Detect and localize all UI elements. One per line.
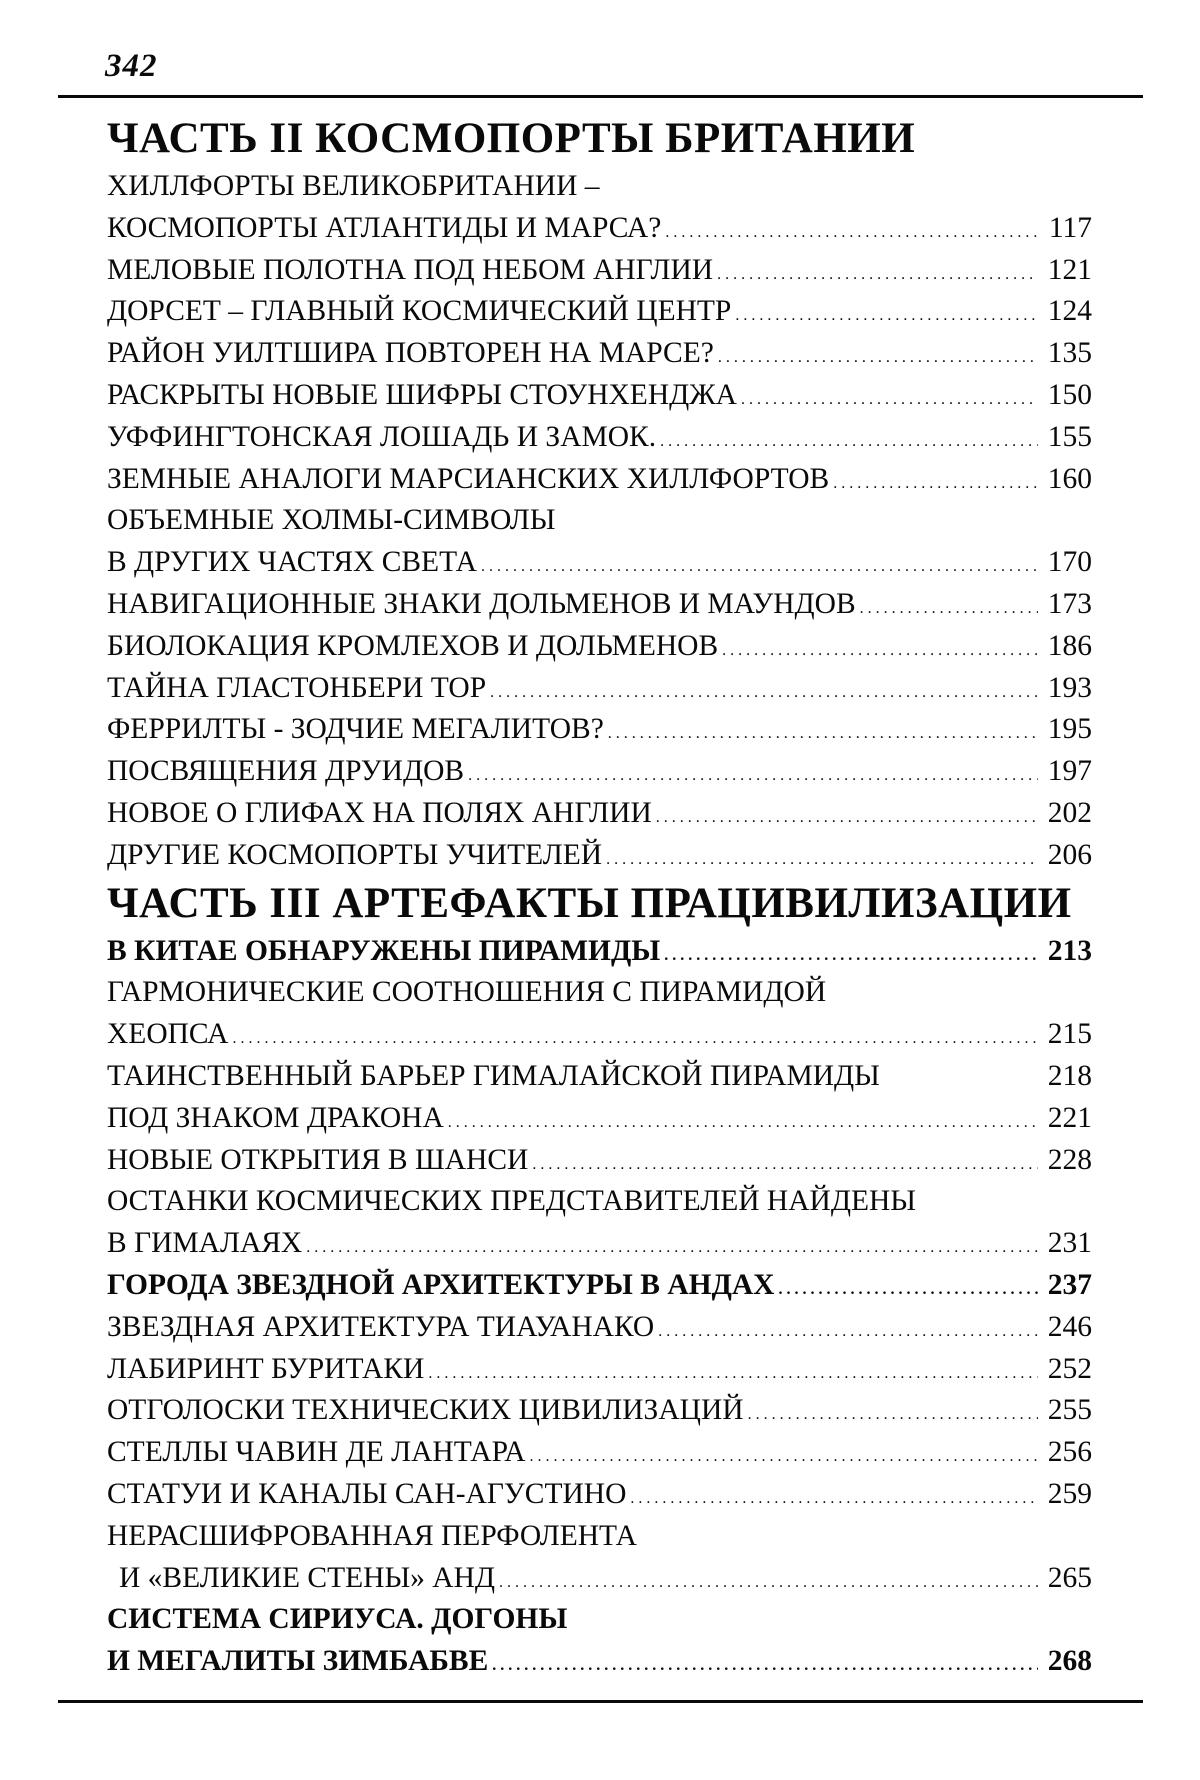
toc-entry-page: 259: [1047, 1477, 1092, 1510]
toc-entry-page: 218: [1047, 1059, 1092, 1092]
toc-entry: [107, 1307, 1092, 1349]
toc-entry: [107, 1599, 1092, 1641]
toc-entry: [107, 1432, 1092, 1474]
toc-entry-title: ХЕОПСА: [107, 1018, 229, 1051]
toc-entry: [107, 166, 1092, 208]
toc-entry-title: ПОД ЗНАКОМ ДРАКОНА: [107, 1101, 444, 1134]
table-of-contents: [107, 112, 1092, 1683]
dot-leader: [860, 588, 1038, 630]
dot-leader: [481, 546, 1038, 588]
toc-entry-page: 193: [1047, 671, 1092, 704]
toc-entry-title: СИСТЕМА СИРИУСА. ДОГОНЫ: [107, 1603, 568, 1636]
toc-entry-page: 221: [1047, 1101, 1092, 1134]
dot-leader: [660, 421, 1038, 463]
toc-entry-title: КОСМОПОРТЫ АТЛАНТИДЫ И МАРСА?: [107, 211, 662, 244]
toc-entry-title: И МЕГАЛИТЫ ЗИМБАБВЕ: [107, 1645, 489, 1678]
toc-entry-page: 155: [1047, 420, 1092, 453]
toc-entry: [107, 291, 1092, 333]
toc-entry: [107, 931, 1092, 973]
toc-entry: [107, 250, 1092, 292]
toc-entry-page: 228: [1047, 1143, 1092, 1176]
toc-entry-page: 265: [1047, 1561, 1092, 1594]
toc-entry: [107, 1349, 1092, 1391]
dot-leader: [656, 797, 1038, 839]
toc-entry-title: НОВЫЕ ОТКРЫТИЯ В ШАНСИ: [107, 1143, 529, 1176]
toc-entry: [107, 542, 1092, 584]
toc-entry-page: 160: [1047, 462, 1092, 495]
toc-entry-page: 186: [1047, 629, 1092, 662]
toc-entry-title: УФФИНГТОНСКАЯ ЛОШАДЬ И ЗАМОК.: [107, 420, 657, 453]
toc-entry-title: В ДРУГИХ ЧАСТЯХ СВЕТА: [107, 546, 477, 579]
toc-entry: [107, 1474, 1092, 1516]
toc-entry-page: 117: [1048, 211, 1092, 244]
toc-entry-page: 121: [1047, 253, 1092, 286]
toc-entry-title: ТАИНСТВЕННЫЙ БАРЬЕР ГИМАЛАЙСКОЙ ПИРАМИДЫ: [107, 1059, 880, 1092]
dot-leader: [833, 463, 1038, 505]
dot-leader: [658, 1311, 1038, 1353]
toc-entry-title: РАЙОН УИЛТШИРА ПОВТОРЕН НА МАРСЕ?: [107, 337, 714, 370]
dot-leader: [722, 630, 1038, 672]
toc-entry-title: И «ВЕЛИКИЕ СТЕНЫ» АНД: [119, 1561, 496, 1594]
dot-leader: [532, 1144, 1038, 1186]
toc-entry: [107, 1641, 1092, 1683]
toc-entry: [107, 972, 1092, 1014]
toc-entry-title: НЕРАСШИФРОВАННАЯ ПЕРФОЛЕНТА: [107, 1519, 637, 1552]
toc-entry-title: ГОРОДА ЗВЕЗДНОЙ АРХИТЕКТУРЫ В АНДАХ: [107, 1268, 775, 1301]
toc-entry-title: В КИТАЕ ОБНАРУЖЕНЫ ПИРАМИДЫ: [107, 934, 661, 967]
toc-entry-title: ДРУГИЕ КОСМОПОРТЫ УЧИТЕЛЕЙ: [107, 838, 603, 871]
toc-entry: [107, 1014, 1092, 1056]
toc-entry-title: ГАРМОНИЧЕСКИЕ СООТНОШЕНИЯ С ПИРАМИДОЙ: [107, 976, 827, 1009]
toc-entry: [107, 375, 1092, 417]
toc-entry-page: 252: [1047, 1352, 1092, 1385]
dot-leader: [748, 1394, 1038, 1436]
toc-entry-page: 268: [1047, 1645, 1092, 1678]
toc-entry: [107, 417, 1092, 459]
toc-entry-title: ЗЕМНЫЕ АНАЛОГИ МАРСИАНСКИХ ХИЛЛФОРТОВ: [107, 462, 830, 495]
dot-leader: [718, 337, 1038, 379]
toc-entry: [107, 333, 1092, 375]
toc-entry-title: ПОСВЯЩЕНИЯ ДРУИДОВ: [107, 755, 465, 788]
dot-leader: [468, 755, 1038, 797]
toc-entry-title: ТАЙНА ГЛАСТОНБЕРИ ТОР: [107, 671, 487, 704]
dot-leader: [490, 672, 1038, 714]
toc-entry: [107, 1181, 1092, 1223]
toc-entry: [107, 835, 1092, 877]
dot-leader: [664, 935, 1038, 977]
toc-entry-page: 195: [1047, 713, 1092, 746]
part-heading: ЧАСТЬ III АРТЕФАКТЫ ПРАЦИВИЛИЗАЦИИ: [107, 879, 1072, 927]
toc-entry: [107, 500, 1092, 542]
toc-entry: [107, 793, 1092, 835]
dot-leader: [630, 1478, 1038, 1520]
toc-entry-page: 202: [1047, 796, 1092, 829]
toc-entry: [107, 1056, 1092, 1098]
toc-entry: [107, 751, 1092, 793]
dot-leader: [735, 295, 1038, 337]
toc-entry: [107, 626, 1092, 668]
dot-leader: [499, 1562, 1038, 1604]
toc-entry-title: ДОРСЕТ – ГЛАВНЫЙ КОСМИЧЕСКИЙ ЦЕНТР: [107, 295, 732, 328]
bottom-rule: [58, 1700, 1143, 1703]
dot-leader: [530, 1436, 1038, 1478]
toc-entry: [107, 1140, 1092, 1182]
toc-entry: [107, 584, 1092, 626]
toc-entry: [107, 1558, 1092, 1600]
toc-entry-page: 124: [1047, 295, 1092, 328]
toc-entry-title: ОБЪЕМНЫЕ ХОЛМЫ-СИМВОЛЫ: [107, 504, 556, 537]
toc-entry: [107, 1098, 1092, 1140]
toc-entry-page: 206: [1047, 838, 1092, 871]
dot-leader: [606, 839, 1038, 881]
toc-entry-title: В ГИМАЛАЯХ: [107, 1227, 303, 1260]
part-heading: ЧАСТЬ II КОСМОПОРТЫ БРИТАНИИ: [107, 115, 916, 162]
toc-entry-title: ОСТАНКИ КОСМИЧЕСКИХ ПРЕДСТАВИТЕЛЕЙ НАЙДЕНЫ: [107, 1185, 917, 1218]
dot-leader: [492, 1645, 1038, 1687]
toc-entry: [107, 1516, 1092, 1558]
toc-entry-title: ОТГОЛОСКИ ТЕХНИЧЕСКИХ ЦИВИЛИЗАЦИЙ: [107, 1394, 744, 1427]
dot-leader: [232, 1018, 1038, 1060]
toc-entry-page: 173: [1047, 587, 1092, 620]
toc-entry-page: 197: [1047, 755, 1092, 788]
toc-entry: [107, 709, 1092, 751]
toc-entry-title: СТАТУИ И КАНАЛЫ САН-АГУСТИНО: [107, 1477, 627, 1510]
toc-entry: [107, 459, 1092, 501]
toc-entry: [107, 1390, 1092, 1432]
toc-entry-title: МЕЛОВЫЕ ПОЛОТНА ПОД НЕБОМ АНГЛИИ: [107, 253, 714, 286]
toc-entry-title: РАСКРЫТЫ НОВЫЕ ШИФРЫ СТОУНХЕНДЖА: [107, 378, 737, 411]
toc-entry-page: 237: [1047, 1268, 1092, 1301]
dot-leader: [778, 1269, 1038, 1311]
dot-leader: [741, 379, 1038, 421]
toc-entry: [107, 1223, 1092, 1265]
dot-leader: [717, 254, 1038, 296]
toc-entry-page: 256: [1047, 1436, 1092, 1469]
toc-entry-page: 150: [1047, 378, 1092, 411]
dot-leader: [448, 1102, 1038, 1144]
toc-entry-title: НОВОЕ О ГЛИФАХ НА ПОЛЯХ АНГЛИИ: [107, 796, 652, 829]
toc-entry-title: ЛАБИРИНТ БУРИТАКИ: [107, 1352, 425, 1385]
toc-entry-page: 246: [1047, 1310, 1092, 1343]
page-number: 342: [105, 48, 158, 84]
toc-entry-page: 135: [1047, 337, 1092, 370]
dot-leader: [306, 1227, 1038, 1269]
top-rule: [58, 95, 1143, 98]
toc-entry-title: ЗВЕЗДНАЯ АРХИТЕКТУРА ТИАУАНАКО: [107, 1310, 655, 1343]
toc-entry-page: 170: [1047, 546, 1092, 579]
dot-leader: [428, 1353, 1038, 1395]
toc-entry-page: 213: [1047, 934, 1092, 967]
dot-leader: [665, 212, 1038, 254]
toc-entry: [107, 208, 1092, 250]
toc-entry-title: БИОЛОКАЦИЯ КРОМЛЕХОВ И ДОЛЬМЕНОВ: [107, 629, 719, 662]
toc-entry-title: ХИЛЛФОРТЫ ВЕЛИКОБРИТАНИИ –: [107, 170, 600, 202]
toc-entry-title: СТЕЛЛЫ ЧАВИН ДЕ ЛАНТАРА: [107, 1436, 526, 1469]
toc-entry-page: 255: [1047, 1394, 1092, 1427]
toc-entry-title: НАВИГАЦИОННЫЕ ЗНАКИ ДОЛЬМЕНОВ И МАУНДОВ: [107, 587, 856, 620]
toc-entry: [107, 1265, 1092, 1307]
toc-entry-page: 215: [1047, 1018, 1092, 1051]
toc-entry-title: ФЕРРИЛТЫ - ЗОДЧИЕ МЕГАЛИТОВ?: [107, 713, 604, 746]
toc-entry: [107, 668, 1092, 710]
toc-entry-page: 231: [1047, 1227, 1092, 1260]
dot-leader: [608, 713, 1038, 755]
